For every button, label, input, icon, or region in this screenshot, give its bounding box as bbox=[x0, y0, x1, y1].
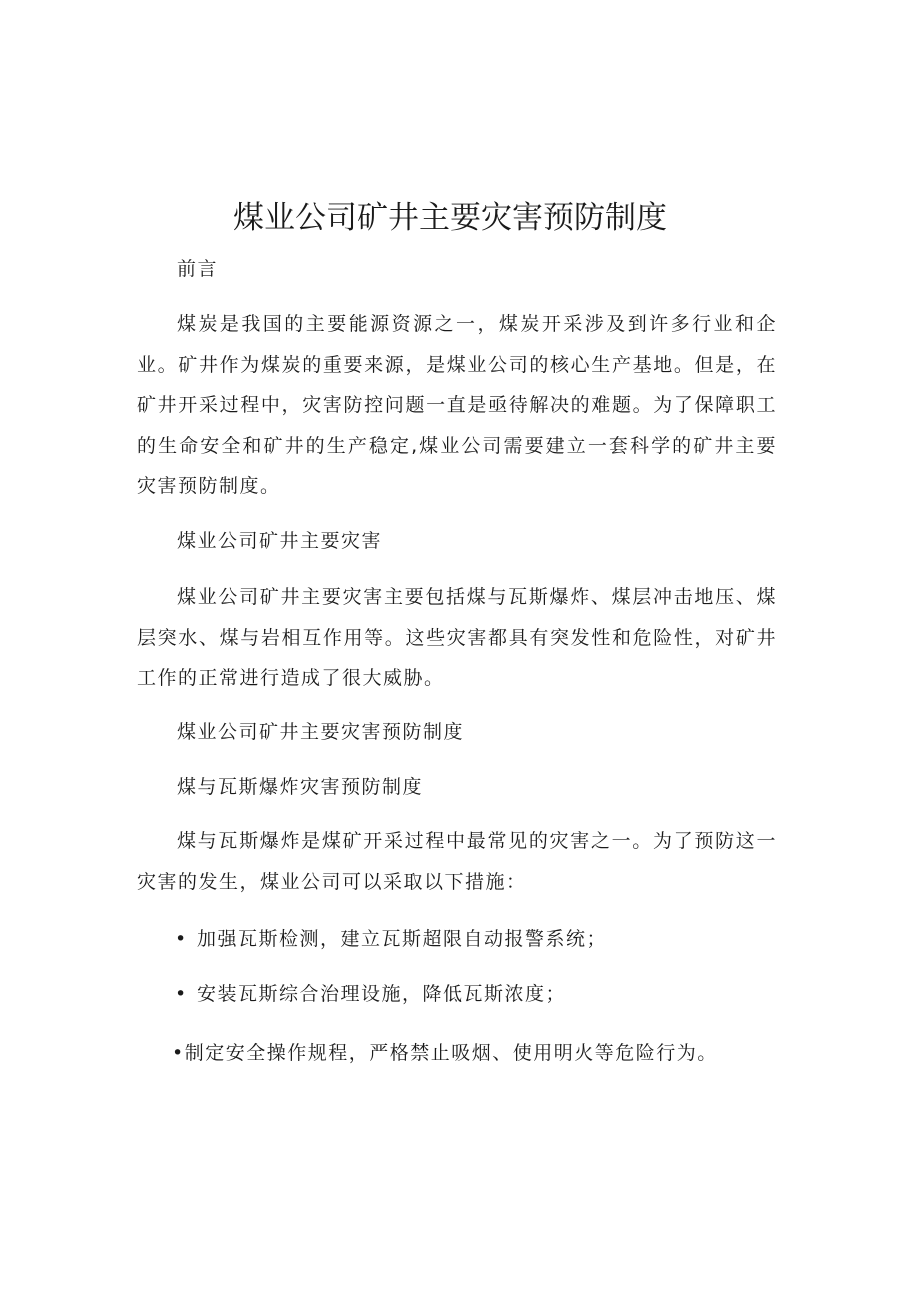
measure-list-item bbox=[172, 1040, 718, 1066]
preface-paragraph: 煤炭是我国的主要能源资源之一，煤炭开采涉及到许多行业和企业。矿井作为煤炭的重要来源，是煤业公司的核心生产基地。但是，在矿井开采过程中，灾害防控问题一直是亟待解决的难题。为了保障职工的生命安全和矿井的生产稳定,煤业公司需要建立一套科学的矿井主要灾害预防制度。 bbox=[137, 313, 777, 497]
measure-list-item bbox=[175, 981, 566, 1007]
gas-explosion-paragraph: 煤与瓦斯爆炸是煤矿开采过程中最常见的灾害之一。为了预防这一灾害的发生，煤业公司可以采取以下措施： bbox=[137, 830, 777, 893]
prevention-system-heading: 煤业公司矿井主要灾害预防制度 bbox=[177, 721, 465, 743]
preface-heading: 前言 bbox=[177, 258, 219, 280]
measure-text: 加强瓦斯检测，建立瓦斯超限自动报警系统； bbox=[197, 928, 608, 950]
document-title: 煤业公司矿井主要灾害预防制度 bbox=[233, 200, 667, 236]
bullet-marker: • bbox=[175, 928, 188, 950]
measure-text: 制定安全操作规程，严格禁止吸烟、使用明火等危险行为。 bbox=[184, 1042, 718, 1064]
disasters-paragraph: 煤业公司矿井主要灾害主要包括煤与瓦斯爆炸、煤层冲击地压、煤层突水、煤与岩相互作用等。这些灾害都具有突发性和危险性，对矿井工作的正常进行造成了很大威胁。 bbox=[137, 586, 777, 689]
disasters-heading: 煤业公司矿井主要灾害 bbox=[177, 530, 383, 552]
gas-explosion-heading: 煤与瓦斯爆炸灾害预防制度 bbox=[177, 776, 424, 798]
measure-text: 安装瓦斯综合治理设施，降低瓦斯浓度； bbox=[197, 983, 567, 1005]
bullet-marker: • bbox=[175, 983, 188, 1005]
measure-list-item bbox=[175, 926, 607, 952]
bullet-marker: • bbox=[172, 1042, 185, 1064]
